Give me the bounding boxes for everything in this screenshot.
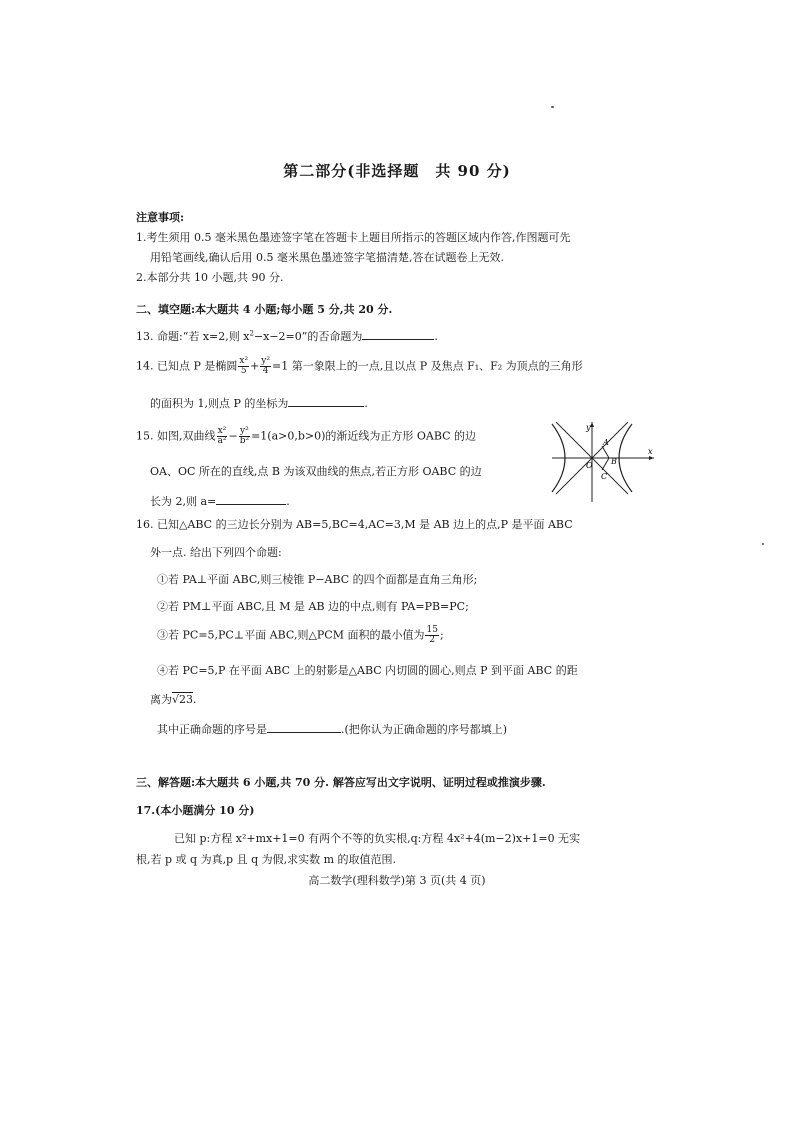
q14-line2-a: 的面积为 1,则点 P 的坐标为 xyxy=(150,397,289,410)
q15-line3-a: 长为 2,则 a= xyxy=(150,495,217,508)
q16-option-4-line1: ④若 PC=5,P 在平面 ABC 上的射影是△ABC 内切圆的圆心,则点 P 到平面 ABC 的距 xyxy=(157,664,578,677)
q16-option-1: ①若 PA⊥平面 ABC,则三棱锥 P−ABC 的四个面都是直角三角形; xyxy=(157,573,478,586)
q16-opt3-a: ③若 PC=5,PC⊥平面 ABC,则△PCM 面积的最小值为 xyxy=(157,628,425,642)
label-b: B xyxy=(611,457,617,466)
q16-opt4-sqrt: √23 xyxy=(172,693,194,706)
q15-minus: − xyxy=(228,429,238,443)
q16-line2: 外一点. 给出下列四个命题: xyxy=(150,546,282,559)
label-o: O xyxy=(586,461,593,470)
q16-conclusion xyxy=(157,721,507,737)
q17-heading: 17.(本小题满分 10 分) xyxy=(136,804,255,817)
y-axis-arrow xyxy=(590,422,594,427)
question-13 xyxy=(136,328,438,344)
q16-opt4-a: 离为 xyxy=(150,693,172,706)
section3-heading: 三、解答题:本大题共 6 小题,共 70 分. 解答应写出文字说明、证明过程或推演步骤. xyxy=(136,776,546,789)
q15-frac2-den: b² xyxy=(239,436,250,446)
q15-frac2-num: y² xyxy=(240,426,249,436)
q15-text-a: 15. 如图,双曲线 xyxy=(136,429,216,443)
q14-line2-b: . xyxy=(364,397,368,410)
q16-conclusion-b: .(把你认为正确命题的序号都填上) xyxy=(341,723,508,736)
q15-frac1-den: a² xyxy=(217,436,227,446)
q16-option-2: ②若 PM⊥平面 ABC,且 M 是 AB 边的中点,则有 PA=PB=PC; xyxy=(157,600,469,613)
q13-sup: 2 xyxy=(249,329,254,338)
q15-frac2 xyxy=(239,427,250,446)
notice-heading: 注意事项: xyxy=(136,211,185,224)
q14-frac2-den: 4 xyxy=(262,366,269,376)
q14-frac1 xyxy=(238,357,249,376)
notice-item1-line2: 用铅笔画线,确认后用 0.5 毫米黑色墨迹签字笔描清楚,答在试题卷上无效. xyxy=(150,251,504,264)
q15-frac1-num: x² xyxy=(217,426,227,436)
q16-conclusion-a: 其中正确命题的序号是 xyxy=(157,723,267,736)
q16-opt3-frac xyxy=(425,626,438,645)
page-footer: 高二数学(理科数学)第 3 页(共 4 页) xyxy=(308,874,486,887)
q15-line3-b: . xyxy=(286,495,290,508)
notice-item1-line1: 1.考生须用 0.5 毫米黑色墨迹签字笔在答题卡上题目所指示的答题区域内作答,作图题可先 xyxy=(136,231,571,244)
q14-line2 xyxy=(150,395,368,411)
q13-answer-blank xyxy=(362,329,434,340)
q15-frac1 xyxy=(217,427,228,446)
q16-opt4-b: . xyxy=(193,693,197,706)
question-14 xyxy=(136,357,583,376)
scan-speck xyxy=(762,543,764,545)
q13-text-a: 13. 命题:“若 x=2,则 x xyxy=(136,330,250,343)
q13-text-c: . xyxy=(434,330,438,343)
scan-speck xyxy=(551,106,554,108)
q14-plus: + xyxy=(250,359,260,373)
q16-opt3-b: ; xyxy=(439,628,444,642)
label-a: A xyxy=(603,438,609,447)
q14-frac2-num: y² xyxy=(261,356,270,366)
question-15 xyxy=(136,427,476,446)
q16-opt3-den: 2 xyxy=(429,635,436,645)
notice-item2: 2.本部分共 10 小题,共 90 分. xyxy=(136,271,284,284)
q14-text-b: =1 第一象限上的一点,且以点 P 及焦点 F₁、F₂ 为顶点的三角形 xyxy=(272,359,583,373)
q15-line2: OA、OC 所在的直线,点 B 为该双曲线的焦点,若正方形 OABC 的边 xyxy=(150,465,482,478)
q15-line3 xyxy=(150,493,290,509)
section2-heading: 二、填空题:本大题共 4 小题;每小题 5 分,共 20 分. xyxy=(136,303,393,316)
q14-answer-blank xyxy=(288,396,364,407)
q16-line1: 16. 已知△ABC 的三边长分别为 AB=5,BC=4,AC=3,M 是 AB 边上的点,P 是平面 ABC xyxy=(136,518,573,531)
hyperbola-figure xyxy=(548,418,658,504)
label-x: x xyxy=(648,447,653,456)
q16-option-4-line2 xyxy=(150,691,197,707)
q17-line2: 根,若 p 或 q 为真,p 且 q 为假,求实数 m 的取值范围. xyxy=(136,853,397,866)
q14-frac1-num: x² xyxy=(239,356,249,366)
q16-option-3 xyxy=(157,626,444,645)
label-y: y xyxy=(586,423,591,432)
q16-answer-blank xyxy=(267,722,341,733)
q17-line1: 已知 p:方程 x²+mx+1=0 有两个不等的负实根,q:方程 4x²+4(m−2)x+1=0 无实 xyxy=(174,832,581,845)
q15-text-b: =1(a>0,b>0)的渐近线为正方形 OABC 的边 xyxy=(251,429,477,443)
q15-answer-blank xyxy=(216,494,286,505)
label-c: C xyxy=(601,472,608,481)
x-axis-arrow xyxy=(649,456,654,460)
q14-frac2 xyxy=(260,357,271,376)
q14-text-a: 14. 已知点 P 是椭圆 xyxy=(136,359,238,373)
q13-text-b: −x−2=0”的否命题为 xyxy=(253,330,363,343)
q16-opt3-num: 15 xyxy=(426,625,438,635)
q14-frac1-den: 5 xyxy=(240,366,247,376)
page-title: 第二部分(非选择题 共 90 分) xyxy=(283,162,511,180)
